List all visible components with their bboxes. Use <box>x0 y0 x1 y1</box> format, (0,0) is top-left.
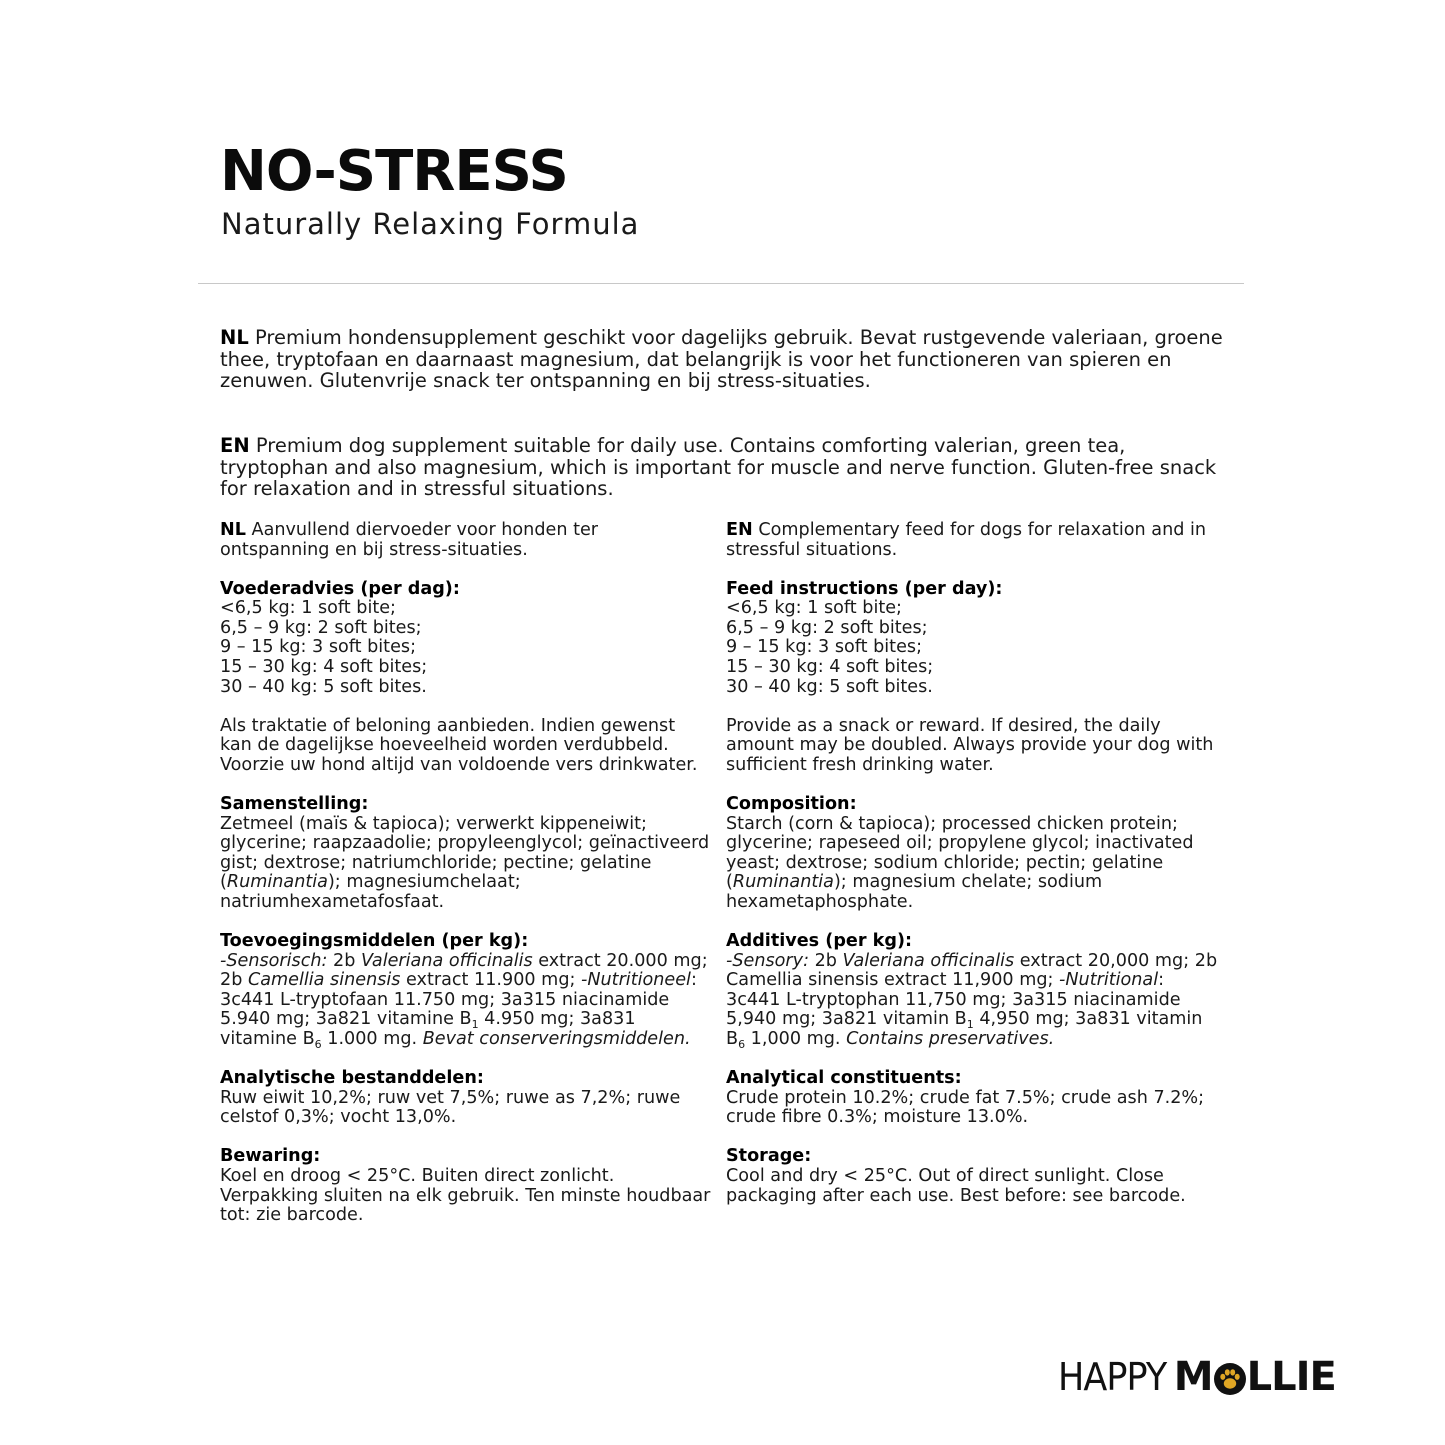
add-nl-t5: 4.950 mg; 3a831 vitamine B <box>220 1009 636 1050</box>
add-nl-t3: extract 11.900 mg; <box>400 970 582 991</box>
feed-line-nl: <6,5 kg: 1 soft bite; <box>220 598 396 619</box>
feed-line-nl: 30 – 40 kg: 5 soft bites. <box>220 676 427 697</box>
advice-nl: Als traktatie of beloning aanbieden. Indien gewenst kan de dagelijkse hoeveelheid worden verdubbeld. Voorzie uw hond altijd van voldoende vers drinkwater. <box>220 715 698 775</box>
logo-mollie <box>1174 1354 1336 1400</box>
intro-nl-text: Premium hondensupplement geschikt voor dagelijks gebruik. Bevat rustgevende valeriaan, groene thee, tryptofaan en daarnaast magnesium, dat belangrijk is voor het functioneren van spieren en zenuwen. Glutenvrije snack ter ontspanning en bij stress-situaties. <box>220 326 1223 392</box>
composition-nl <box>220 815 712 913</box>
advice-en: Provide as a snack or reward. If desired, the daily amount may be doubled. Always provide your dog with sufficient fresh drinking water. <box>726 715 1214 775</box>
lead-nl-text: Aanvullend diervoeder voor honden ter ontspanning en bij stress-situaties. <box>220 520 599 560</box>
feed-line-en: 15 – 30 kg: 4 soft bites; <box>726 657 934 678</box>
add-nl-sub6: 6 <box>314 1038 322 1052</box>
composition-en-species: Ruminantia <box>732 872 834 893</box>
composition-nl-a: Zetmeel (maïs & tapioca); verwerkt kippeneiwit; glycerine; raapzaadolie; propyleenglycol; geïnactiveerd gist; dextrose; natriumchloride; pectine; gelatine ( <box>220 813 710 893</box>
intro-en-text: Premium dog supplement suitable for daily use. Contains comforting valerian, green tea, tryptophan and also magnesium, which is important for muscle and nerve function. Gluten-free snack for relaxation and in stressful situations. <box>220 434 1217 500</box>
lead-en-code: EN <box>726 520 753 540</box>
add-nl-sub1: 1 <box>471 1018 479 1032</box>
add-en-t4: : 3c441 L-tryptophan 11,750 mg; 3a315 niacinamide 5,940 mg; 3a821 vitamin B <box>726 970 1181 1030</box>
feed-line-nl: 6,5 – 9 kg: 2 soft bites; <box>220 617 422 638</box>
lead-en-text: Complementary feed for dogs for relaxation and in stressful situations. <box>726 520 1207 560</box>
add-en-sub6: 6 <box>738 1038 746 1052</box>
column-en <box>726 521 1218 1206</box>
feed-line-nl: 15 – 30 kg: 4 soft bites; <box>220 657 428 678</box>
add-en-t2: extract 20,000 mg; 2b Camellia sinensis extract 11,900 mg; <box>726 950 1218 991</box>
add-nl-preservatives: Bevat conserveringsmiddelen. <box>422 1029 691 1050</box>
add-en-valeriana: Valeriana officinalis <box>842 950 1015 971</box>
add-en-t5: 4,950 mg; 3a831 vitamin B <box>726 1009 1203 1050</box>
logo-mollie-m: M <box>1173 1354 1213 1400</box>
column-nl <box>220 521 712 1226</box>
feed-heading-en: Feed instructions (per day): <box>726 578 1003 599</box>
additives-heading-en: Additives (per kg): <box>726 931 913 952</box>
analytic-nl: Ruw eiwit 10,2%; ruw vet 7,5%; ruwe as 7,2%; ruwe celstof 0,3%; vocht 13,0%. <box>220 1087 681 1128</box>
additives-nl <box>220 952 712 1050</box>
storage-heading-nl: Bewaring: <box>220 1146 321 1167</box>
feed-line-en: 9 – 15 kg: 3 soft bites; <box>726 637 922 658</box>
analytic-heading-en: Analytical constituents: <box>726 1068 962 1089</box>
composition-nl-species: Ruminantia <box>226 872 328 893</box>
lang-code-nl: NL <box>220 326 249 349</box>
composition-heading-en: Composition: <box>726 794 857 815</box>
storage-heading-en: Storage: <box>726 1146 812 1167</box>
add-nl-camellia: Camellia sinensis <box>247 970 401 991</box>
add-en-preservatives: Contains preservatives. <box>846 1029 1055 1050</box>
add-nl-t2: extract 20.000 mg; 2b <box>220 950 708 991</box>
brand-logo <box>1058 1355 1336 1399</box>
add-en-nutritional: -Nutritional <box>1059 970 1159 991</box>
product-subtitle: Naturally Relaxing Formula <box>221 207 640 241</box>
paw-icon <box>1213 1362 1247 1396</box>
header-divider <box>198 283 1244 284</box>
add-en-t1: 2b <box>809 950 843 971</box>
intro-nl <box>220 327 1230 392</box>
lead-nl-code: NL <box>220 520 246 540</box>
additives-en <box>726 952 1218 1050</box>
analytic-heading-nl: Analytische bestanddelen: <box>220 1068 484 1089</box>
feed-line-en: <6,5 kg: 1 soft bite; <box>726 598 902 619</box>
product-title: NO-STRESS <box>220 139 568 204</box>
add-nl-t6: 1.000 mg. <box>321 1029 423 1050</box>
composition-nl-b: ); magnesiumchelaat; natriumhexametafosfaat. <box>220 872 521 912</box>
feed-heading-nl: Voederadvies (per dag): <box>220 578 460 599</box>
logo-mollie-rest: LLIE <box>1246 1354 1336 1400</box>
composition-en-a: Starch (corn & tapioca); processed chicken protein; glycerine; rapeseed oil; propylene glycol; inactivated yeast; dextrose; sodium chloride; pectin; gelatine ( <box>726 813 1194 893</box>
composition-heading-nl: Samenstelling: <box>220 794 369 815</box>
lead-nl <box>220 521 712 560</box>
storage-en: Cool and dry < 25°C. Out of direct sunlight. Close packaging after each use. Best before: see barcode. <box>726 1166 1186 1206</box>
add-nl-t4: : 3c441 L-tryptofaan 11.750 mg; 3a315 niacinamide 5.940 mg; 3a821 vitamine B <box>220 970 697 1030</box>
logo-happy: HAPPY <box>1058 1355 1167 1399</box>
composition-en <box>726 815 1218 913</box>
storage-nl: Koel en droog < 25°C. Buiten direct zonlicht. Verpakking sluiten na elk gebruik. Ten minste houdbaar tot: zie barcode. <box>220 1166 711 1226</box>
feed-line-en: 30 – 40 kg: 5 soft bites. <box>726 676 933 697</box>
add-nl-valeriana: Valeriana officinalis <box>361 950 533 971</box>
add-en-sensory: -Sensory: <box>726 950 809 971</box>
add-nl-nutritional: -Nutritioneel <box>581 970 691 991</box>
composition-en-b: ); magnesium chelate; sodium hexametaphosphate. <box>726 872 1103 912</box>
intro-en <box>220 435 1230 500</box>
additives-heading-nl: Toevoegingsmiddelen (per kg): <box>220 931 529 952</box>
feed-line-en: 6,5 – 9 kg: 2 soft bites; <box>726 617 928 638</box>
feed-line-nl: 9 – 15 kg: 3 soft bites; <box>220 637 416 658</box>
add-en-sub1: 1 <box>966 1018 974 1032</box>
analytic-en: Crude protein 10.2%; crude fat 7.5%; crude ash 7.2%; crude fibre 0.3%; moisture 13.0%. <box>726 1087 1205 1128</box>
add-en-t6: 1,000 mg. <box>745 1029 847 1050</box>
add-nl-t1: 2b <box>327 950 362 971</box>
lead-en <box>726 521 1218 560</box>
add-nl-sensory: -Sensorisch: <box>220 950 328 971</box>
lang-code-en: EN <box>220 434 250 457</box>
